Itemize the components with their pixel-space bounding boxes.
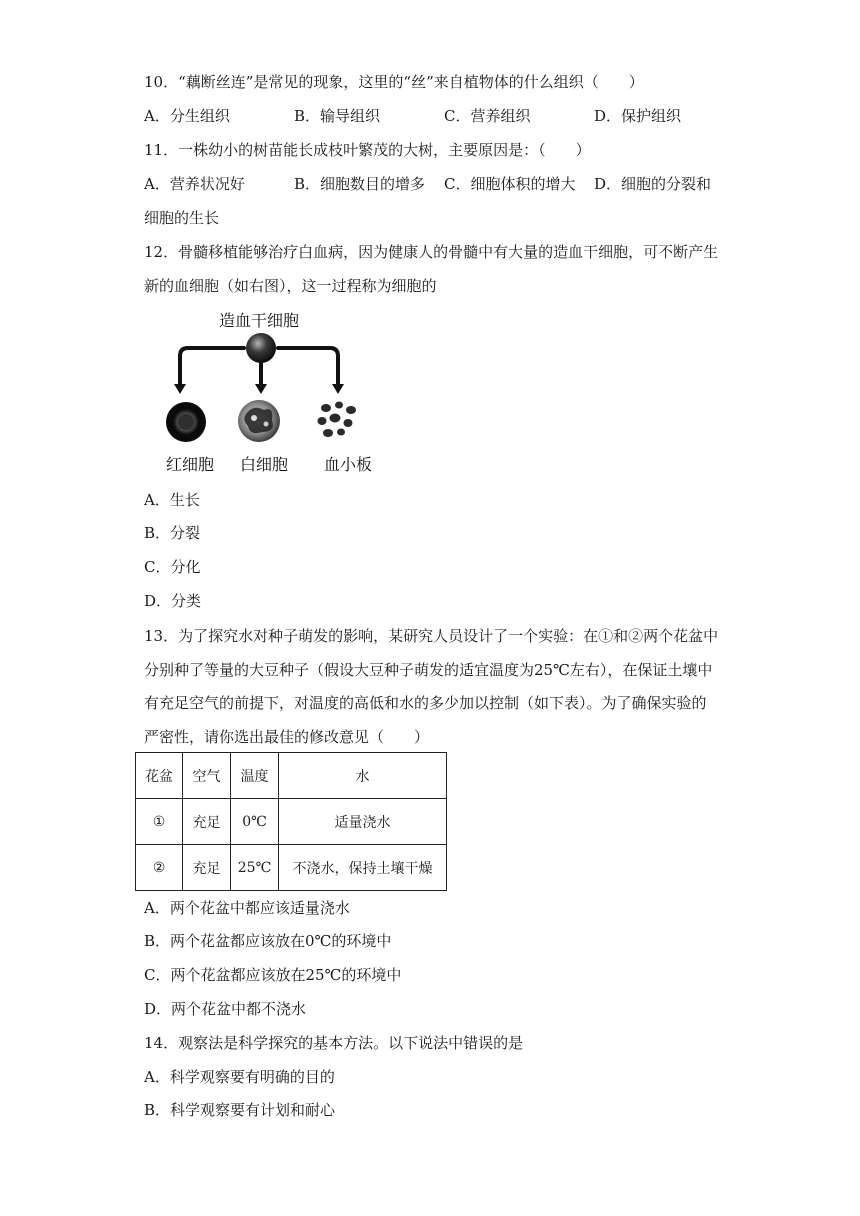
table-cell: 25℃ xyxy=(231,845,279,891)
white-blood-cell-image xyxy=(238,400,280,442)
q11-option-b[interactable]: B．细胞数目的增多 xyxy=(294,175,426,193)
table-cell: 充足 xyxy=(183,845,231,891)
table-cell: 充足 xyxy=(183,799,231,845)
white-blood-cell-label: 白细胞 xyxy=(239,455,289,474)
q11-option-a[interactable]: A．营养状况好 xyxy=(144,175,245,193)
q13-option-b[interactable]: B．两个花盆都应该放在0℃的环境中 xyxy=(144,932,392,950)
q10-option-a[interactable]: A．分生组织 xyxy=(144,107,230,125)
table-row xyxy=(136,845,447,891)
q14-stem: 14．观察法是科学探究的基本方法。以下说法中错误的是 xyxy=(144,1034,524,1052)
q12-option-a[interactable]: A．生长 xyxy=(144,491,200,509)
q13-stem-line2: 分别种了等量的大豆种子（假设大豆种子萌发的适宜温度为25℃左右），在保证土壤中 xyxy=(144,661,713,679)
q11-stem: 11．一株幼小的树苗能长成枝叶繁茂的大树，主要原因是：（ ） xyxy=(144,141,591,159)
q10-option-b[interactable]: B．输导组织 xyxy=(294,107,381,125)
red-blood-cell-image xyxy=(166,402,206,442)
q12-option-b[interactable]: B．分裂 xyxy=(144,524,201,542)
q13-option-a[interactable]: A．两个花盆中都应该适量浇水 xyxy=(144,899,350,917)
arrow-heads xyxy=(174,384,344,394)
platelet-label: 血小板 xyxy=(323,455,373,474)
red-blood-cell-label: 红细胞 xyxy=(165,455,215,474)
q12-option-d[interactable]: D．分类 xyxy=(144,592,202,610)
table-header-pot: 花盆 xyxy=(136,753,183,799)
table-header-water: 水 xyxy=(279,753,447,799)
table-cell: 适量浇水 xyxy=(279,799,447,845)
q13-stem-line1: 13．为了探究水对种子萌发的影响，某研究人员设计了一个实验：在①和②两个花盆中 xyxy=(144,627,719,645)
q13-option-c[interactable]: C．两个花盆都应该放在25℃的环境中 xyxy=(144,966,402,984)
table-header-air: 空气 xyxy=(183,753,231,799)
q11-option-c[interactable]: C．细胞体积的增大 xyxy=(444,175,576,193)
stem-cell-image xyxy=(246,333,276,363)
q10-stem: 10．“藕断丝连”是常见的现象，这里的“丝”来自植物体的什么组织（ ） xyxy=(144,73,644,91)
q14-option-a[interactable]: A．科学观察要有明确的目的 xyxy=(144,1068,335,1086)
figure-top-label: 造血干细胞 xyxy=(218,311,300,330)
q12-option-c[interactable]: C．分化 xyxy=(144,558,201,576)
experiment-table xyxy=(135,752,447,891)
table-cell: 0℃ xyxy=(231,799,279,845)
platelets-image xyxy=(318,402,357,438)
q11-option-d-continuation: 细胞的生长 xyxy=(144,209,220,227)
q13-stem-line3: 有充足空气的前提下，对温度的高低和水的多少加以控制（如下表）。为了确保实验的 xyxy=(144,694,707,712)
table-header-row xyxy=(136,753,447,799)
table-cell: ① xyxy=(136,799,183,845)
q13-option-d[interactable]: D．两个花盆中都不浇水 xyxy=(144,1000,307,1018)
q12-stem-line1: 12．骨髓移植能够治疗白血病，因为健康人的骨髓中有大量的造血干细胞，可不断产生 xyxy=(144,243,719,261)
blood-cell-differentiation-figure xyxy=(158,306,390,480)
table-header-temperature: 温度 xyxy=(231,753,279,799)
table-row xyxy=(136,799,447,845)
q10-option-c[interactable]: C．营养组织 xyxy=(444,107,531,125)
q13-stem-line4: 严密性，请你选出最佳的修改意见（ ） xyxy=(144,728,430,746)
q11-option-d[interactable]: D．细胞的分裂和 xyxy=(594,175,712,193)
q14-option-b[interactable]: B．科学观察要有计划和耐心 xyxy=(144,1101,336,1119)
table-cell: ② xyxy=(136,845,183,891)
q10-option-d[interactable]: D．保护组织 xyxy=(594,107,682,125)
q12-stem-line2: 新的血细胞（如右图），这一过程称为细胞的 xyxy=(144,277,437,295)
table-cell: 不浇水，保持土壤干燥 xyxy=(279,845,447,891)
